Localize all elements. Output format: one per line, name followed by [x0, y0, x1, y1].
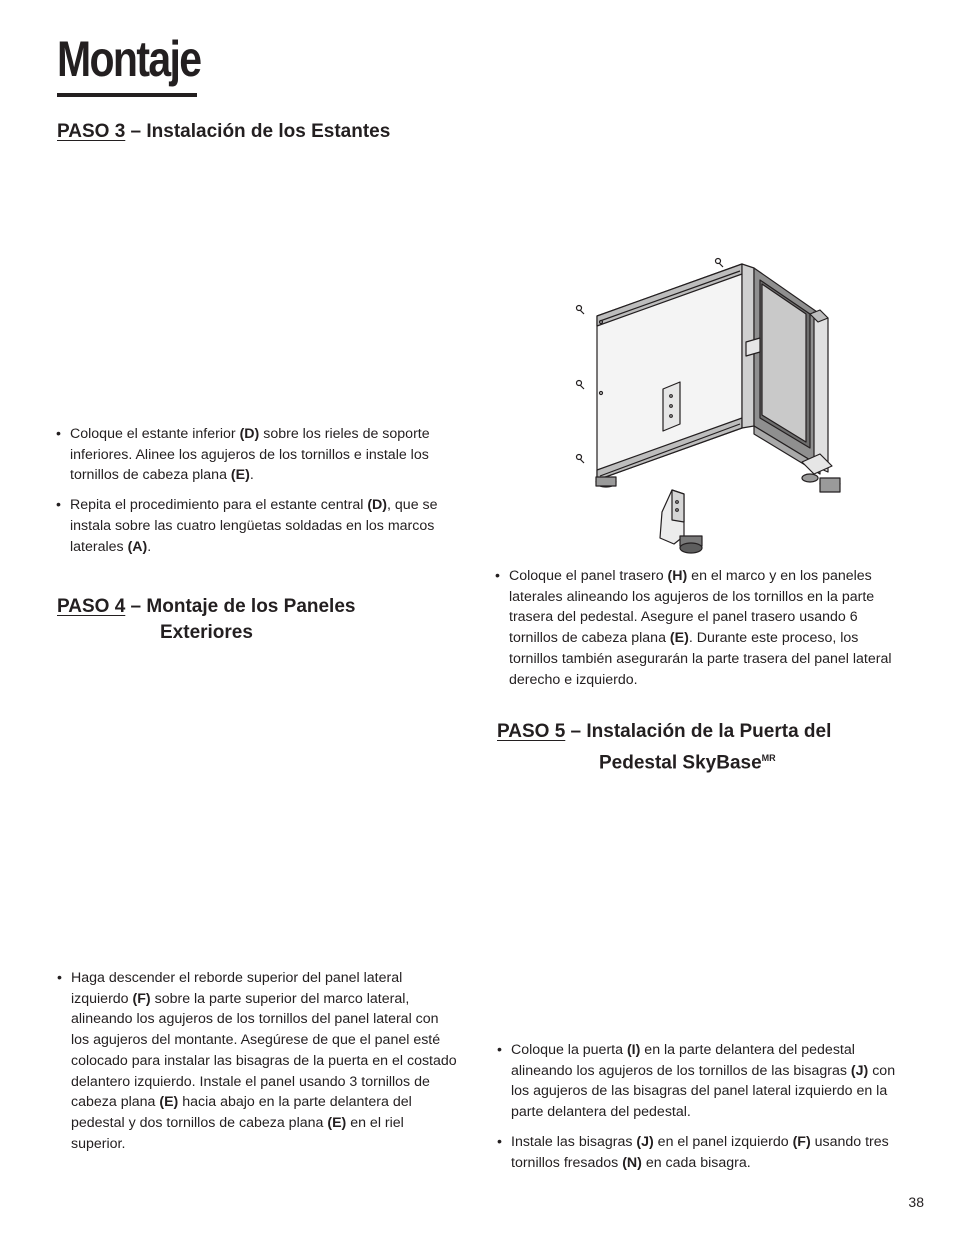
- step5-title-line2: Pedestal SkyBase: [599, 752, 762, 774]
- step5-bullet-list: [497, 1040, 902, 1182]
- screw-icon: [577, 381, 585, 390]
- step5-heading: [497, 719, 831, 776]
- title-underline: [57, 93, 197, 97]
- back-panel-illustration: [570, 252, 860, 562]
- screw-icon: [577, 306, 585, 315]
- step3-label: PASO 3: [57, 121, 126, 142]
- step4-left-bullet-list: [57, 968, 459, 1163]
- step4-title-line2: Exteriores: [160, 622, 253, 643]
- list-item: • Coloque la puerta (I) en la parte delantera del pedestal alineando los agujeros de los tornillos de las bisagras (J) con los agujeros de las bisagras del panel lateral izquierdo en la parte delantera del pedestal.: [497, 1040, 902, 1123]
- list-item: • Instale las bisagras (J) en el panel izquierdo (F) usando tres tornillos fresados (N) en cada bisagra.: [497, 1132, 902, 1173]
- step4-title: – Montaje de los Paneles: [125, 596, 356, 617]
- screw-icon: [577, 455, 585, 464]
- step3-bullet-list: [56, 424, 456, 566]
- step5-label: PASO 5: [497, 721, 566, 742]
- page-number: 38: [908, 1194, 924, 1210]
- step3-title: – Instalación de los Estantes: [125, 121, 391, 142]
- step4-right-bullet-list: [495, 566, 900, 699]
- step5-title: – Instalación de la Puerta del: [565, 721, 832, 742]
- trademark-sup: MR: [761, 753, 776, 763]
- list-item: • Coloque el estante inferior (D) sobre los rieles de soporte inferiores. Alinee los agujeros de los tornillos e instale los tornillos de cabeza plana (E).: [56, 424, 456, 486]
- list-item: • Repita el procedimiento para el estante central (D), que se instala sobre las cuatro lengüetas soldadas en los marcos laterales (A).: [56, 495, 456, 557]
- step4-heading: [57, 594, 355, 646]
- step4-label: PASO 4: [57, 596, 126, 617]
- list-item: • Coloque el panel trasero (H) en el marco y en los paneles laterales alineando los agujeros de los tornillos en la parte trasera del pedestal. Asegure el panel trasero usando 6 tornillos de cabeza plana (E). Durante este proceso, los tornillos también asegurarán la parte trasera del panel lateral derecho e izquierdo.: [495, 566, 900, 690]
- step3-heading: [57, 119, 390, 145]
- list-item: • Haga descender el reborde superior del panel lateral izquierdo (F) sobre la parte superior del marco lateral, alineando los agujeros de los tornillos del panel lateral con los agujeros del montante. Asegúrese de que el panel esté colocado para instalar las bisagras de la puerta en el costado delantero izquierdo. Instale el panel usando 3 tornillos de cabeza plana (E) hacia abajo en la parte delantera del pedestal y dos tornillos de cabeza plana (E) en el riel superior.: [57, 968, 459, 1154]
- screw-icon: [716, 259, 724, 268]
- page-title: Montaje: [57, 31, 201, 87]
